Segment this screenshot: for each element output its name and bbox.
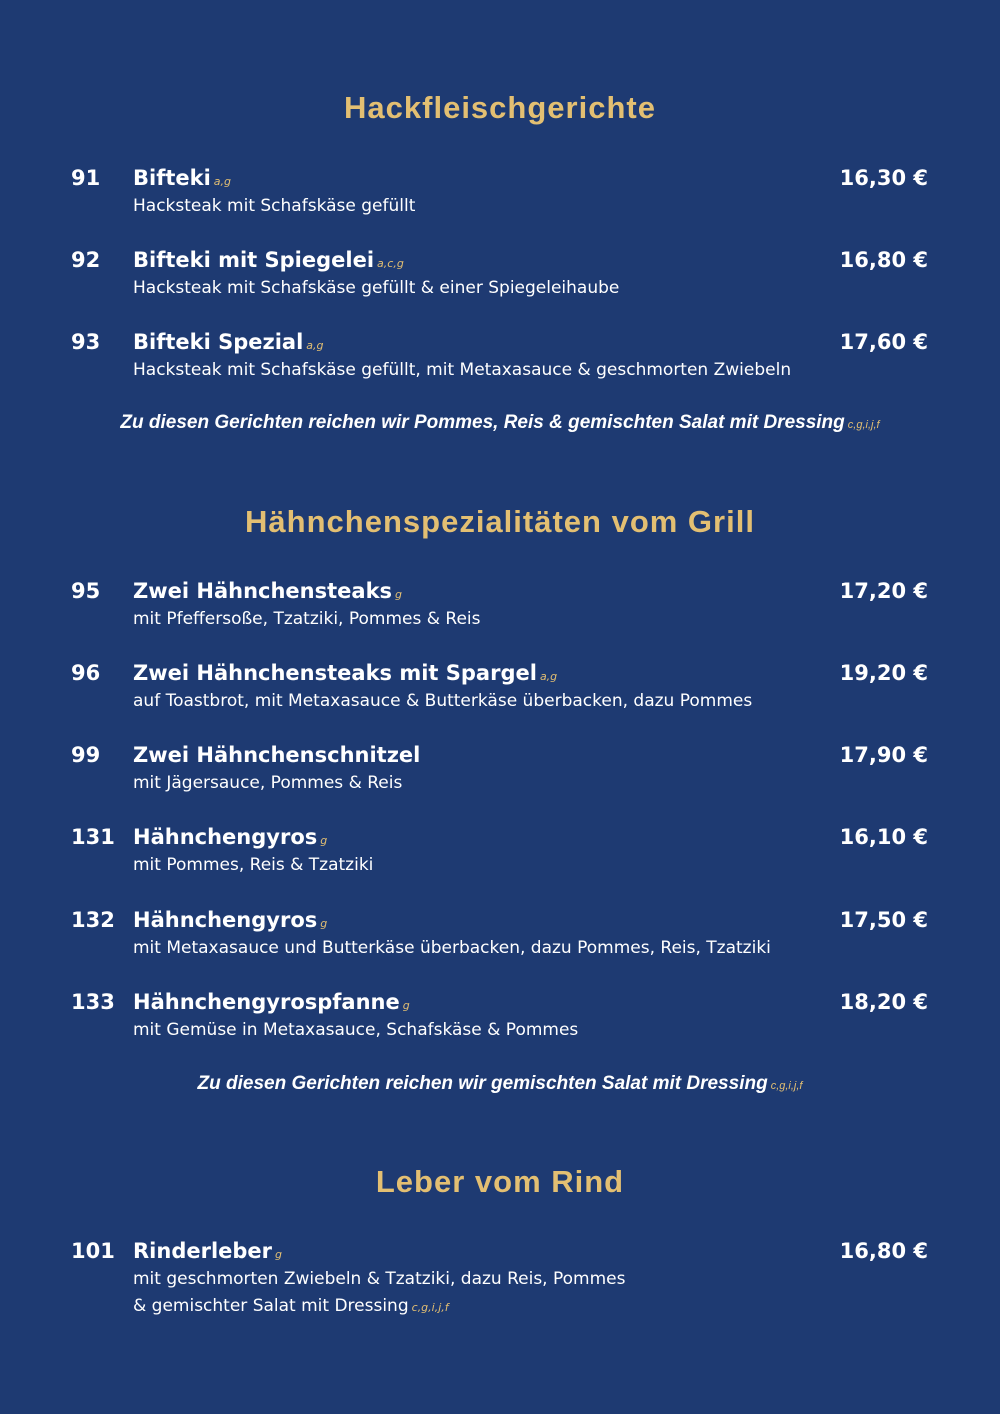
item-number: 131	[71, 825, 115, 849]
item-number: 132	[71, 908, 115, 932]
menu-item-93	[0, 329, 1000, 389]
item-price: 17,60 €	[839, 330, 928, 354]
menu-item-91	[0, 165, 1000, 225]
item-description: Hacksteak mit Schafskäse gefüllt & einer Spiegeleihaube	[133, 278, 620, 298]
item-price: 16,30 €	[839, 166, 928, 190]
allergen-codes: g	[275, 1248, 283, 1261]
item-name: Bifteki a,g	[133, 166, 232, 190]
item-number: 93	[71, 330, 101, 354]
item-price: 16,80 €	[839, 248, 928, 272]
menu-item-131	[0, 824, 1000, 884]
allergen-codes: a,g	[539, 670, 558, 683]
allergen-codes: a,c,g	[377, 257, 404, 270]
menu-item-101	[0, 1238, 1000, 1328]
item-description: mit Pfeffersoße, Tzatziki, Pommes & Reis	[133, 609, 481, 629]
item-description: mit Pommes, Reis & Tzatziki	[133, 855, 374, 875]
menu-item-133	[0, 989, 1000, 1049]
item-name: Bifteki Spezial a,g	[133, 330, 324, 354]
section-note: Zu diesen Gerichten reichen wir gemischten Salat mit Dressing c,g,i,j,f	[197, 1073, 803, 1094]
item-description: mit Gemüse in Metaxasauce, Schafskäse & Pommes	[133, 1020, 579, 1040]
section-title-leber: Leber vom Rind	[375, 1164, 625, 1199]
item-number: 96	[71, 661, 101, 685]
item-description: Hacksteak mit Schafskäse gefüllt	[133, 196, 416, 216]
allergen-codes: a,g	[213, 175, 232, 188]
item-name: Rinderleber g	[133, 1239, 283, 1263]
item-name: Hähnchengyros g	[133, 825, 328, 849]
item-price: 17,90 €	[839, 743, 928, 767]
item-name: Hähnchengyrospfanne g	[133, 990, 410, 1014]
allergen-codes: c,g,i,j,f	[847, 419, 880, 431]
allergen-codes: g	[402, 999, 410, 1012]
section-title-haehnchen: Hähnchenspezialitäten vom Grill	[245, 504, 755, 539]
item-number: 92	[71, 248, 101, 272]
section-note: Zu diesen Gerichten reichen wir Pommes, Reis & gemischten Salat mit Dressing c,g,i,j,f	[120, 412, 880, 433]
item-description: auf Toastbrot, mit Metaxasauce & Butterkäse überbacken, dazu Pommes	[133, 691, 753, 711]
menu-item-99	[0, 742, 1000, 802]
item-description: mit geschmorten Zwiebeln & Tzatziki, dazu Reis, Pommes	[133, 1269, 626, 1289]
item-number: 133	[71, 990, 115, 1014]
item-number: 99	[71, 743, 101, 767]
item-description-line2: & gemischter Salat mit Dressing c,g,i,j,f	[133, 1296, 449, 1316]
item-name: Bifteki mit Spiegelei a,c,g	[133, 248, 404, 272]
item-description: mit Metaxasauce und Butterkäse überbacken, dazu Pommes, Reis, Tzatziki	[133, 938, 771, 958]
menu-item-96	[0, 660, 1000, 720]
item-price: 16,80 €	[839, 1239, 928, 1263]
item-price: 17,20 €	[839, 579, 928, 603]
item-number: 95	[71, 579, 101, 603]
item-number: 91	[71, 166, 101, 190]
item-name: Zwei Hähnchensteaks g	[133, 579, 403, 603]
allergen-codes: g	[395, 588, 403, 601]
item-price: 19,20 €	[839, 661, 928, 685]
item-name: Zwei Hähnchensteaks mit Spargel a,g	[133, 661, 558, 685]
item-price: 18,20 €	[839, 990, 928, 1014]
item-price: 16,10 €	[839, 825, 928, 849]
allergen-codes: g	[320, 917, 328, 930]
allergen-codes: c,g,i,j,f	[411, 1301, 449, 1314]
item-name: Zwei Hähnchenschnitzel	[133, 743, 421, 767]
item-description: mit Jägersauce, Pommes & Reis	[133, 773, 403, 793]
item-price: 17,50 €	[839, 908, 928, 932]
menu-item-132	[0, 907, 1000, 967]
item-name: Hähnchengyros g	[133, 908, 328, 932]
menu-item-92	[0, 247, 1000, 307]
item-number: 101	[71, 1239, 115, 1263]
allergen-codes: g	[320, 834, 328, 847]
item-description: Hacksteak mit Schafskäse gefüllt, mit Metaxasauce & geschmorten Zwiebeln	[133, 360, 792, 380]
section-title-hackfleisch: Hackfleischgerichte	[344, 90, 656, 125]
allergen-codes: a,g	[306, 339, 324, 352]
menu-item-95	[0, 578, 1000, 638]
allergen-codes: c,g,i,j,f	[770, 1080, 803, 1092]
